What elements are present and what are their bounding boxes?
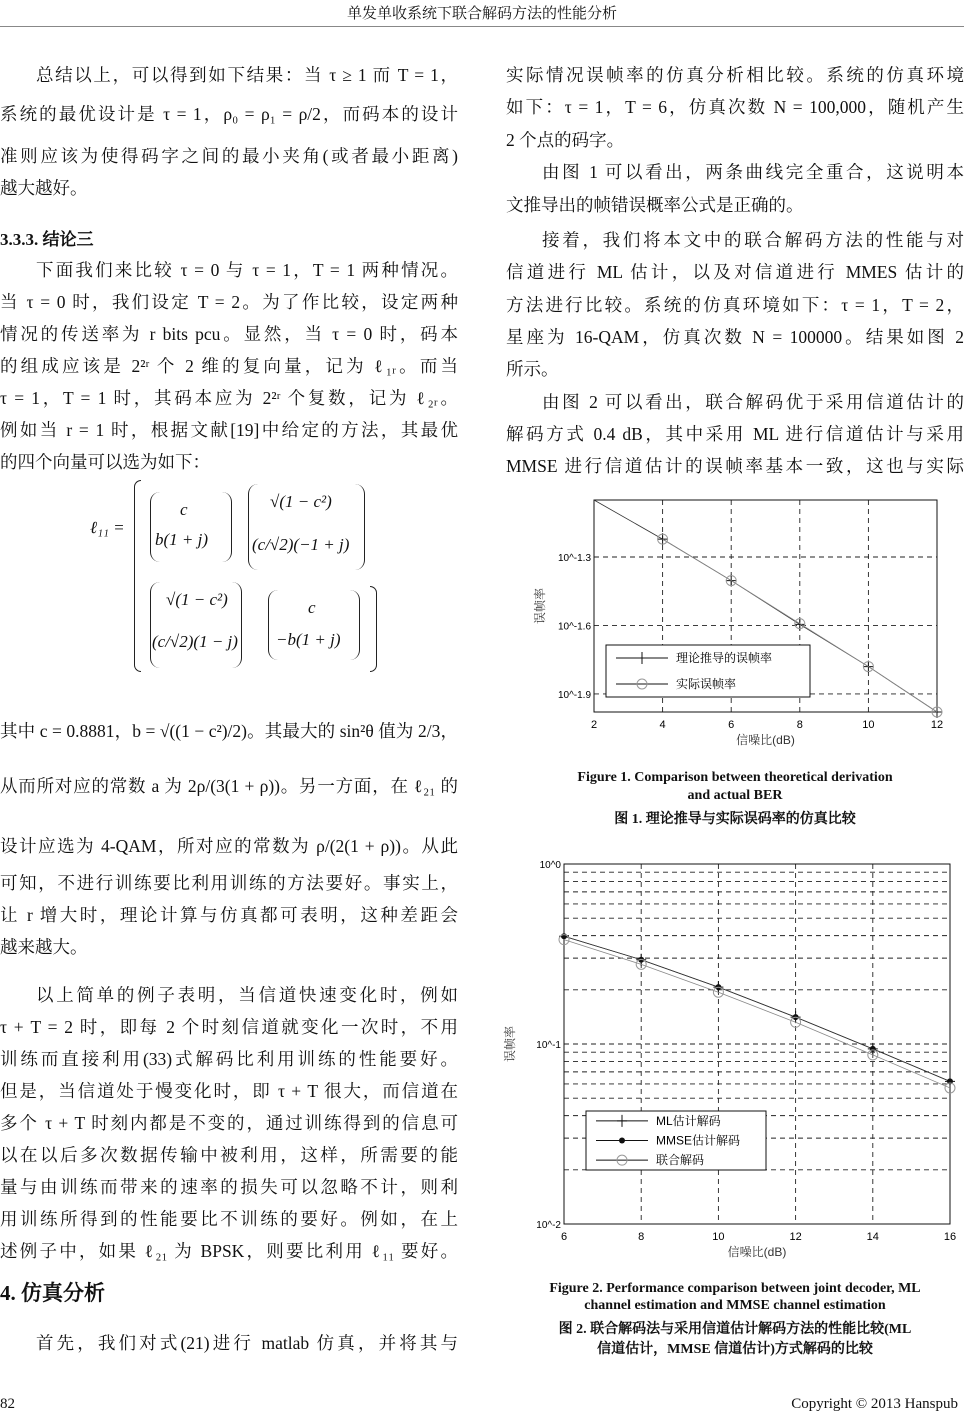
legend-label: 理论推导的误帧率 xyxy=(676,651,773,665)
legend-label: ML估计解码 xyxy=(656,1113,721,1128)
x-tick-label: 14 xyxy=(866,1231,879,1243)
paragraph-line: 所示。 xyxy=(506,359,559,379)
paragraph-line: 文推导出的帧错误概率公式是正确的。 xyxy=(506,195,804,215)
paragraph-line: τ = 1，T = 1 时，其码本应为 2²ʳ 个复数，记为 ℓ₂ᵣ。 xyxy=(0,388,458,408)
x-tick-label: 2 xyxy=(590,719,598,731)
x-axis-label: 信噪比(dB) xyxy=(727,1245,787,1259)
y-tick-label: 10^-2 xyxy=(536,1220,561,1231)
paragraph-line: 信道进行 ML 估计，以及对信道进行 MMES 估计的 xyxy=(506,262,964,282)
paragraph-line: 实际情况误帧率的仿真分析相比较。系统的仿真环境 xyxy=(506,65,964,85)
paragraph-line: τ + T = 2 时，即每 2 个时刻信道就变化一次时，不用 xyxy=(0,1017,458,1037)
x-tick-label: 4 xyxy=(659,719,666,731)
copyright: Copyright © 2013 Hanspub xyxy=(791,1396,958,1412)
x-tick-label: 12 xyxy=(789,1231,802,1243)
x-tick-label: 10 xyxy=(862,719,875,731)
paragraph-line: 可知，不进行训练要比利用训练的方法要好。事实上， xyxy=(0,873,458,893)
paragraph-line: 系统的最优设计是 τ = 1，ρ₀ = ρ₁ = ρ/2，而码本的设计 xyxy=(0,104,458,124)
paragraph-line: 用训练所得到的性能要比不训练的要好。例如，在上 xyxy=(0,1209,458,1229)
paragraph-line: 让 r 增大时，理论计算与仿真都可表明，这种差距会 xyxy=(0,905,458,925)
vector-entry: b(1 + j) xyxy=(155,530,209,549)
dot-marker xyxy=(619,1138,625,1144)
paragraph-line: 接着，我们将本文中的联合解码方法的性能与对 xyxy=(542,230,964,250)
figure-1-caption-en: and actual BER xyxy=(687,788,783,803)
y-tick-label: 10^-1.9 xyxy=(557,689,591,701)
paragraph-line: 由图 2 可以看出，联合解码优于采用信道估计的 xyxy=(542,392,964,412)
paragraph-line: 首先，我们对式(21)进行 matlab 仿真，并将其与 xyxy=(36,1333,458,1353)
paragraph-line: 总结以上，可以得到如下结果：当 τ ≥ 1 而 T = 1， xyxy=(36,65,458,85)
x-tick-label: 8 xyxy=(638,1231,645,1243)
figure-2-chart xyxy=(503,845,960,1265)
paragraph-line: 越来越大。 xyxy=(0,937,88,957)
paragraph-line: 的四个向量可以选为如下： xyxy=(0,452,210,472)
page-number: 82 xyxy=(0,1396,15,1412)
dot-marker xyxy=(870,1046,876,1052)
paragraph-line: 述例子中，如果 ℓ₂₁ 为 BPSK，则要比利用 ℓ₁₁ 要好。 xyxy=(0,1241,458,1261)
figure-1-caption-cn: 图 1. 理论推导与实际误码率的仿真比较 xyxy=(614,812,856,827)
paragraph-line: 如下：τ = 1，T = 6，仿真次数 N = 100,000，随机产生 xyxy=(506,97,964,117)
vector-entry: −b(1 + j) xyxy=(276,630,341,649)
header-rule xyxy=(0,26,964,27)
paragraph-line: 准则应该为使得码字之间的最小夹角(或者最小距离) xyxy=(0,146,458,166)
x-tick-label: 8 xyxy=(796,719,803,731)
paragraph-line: 2 个点的码字。 xyxy=(506,130,625,150)
paragraph-line: 方法进行比较。系统的仿真环境如下：τ = 1，T = 2， xyxy=(506,295,964,315)
x-tick-label: 10 xyxy=(712,1231,725,1243)
paragraph-line: 解码方式 0.4 dB，其中采用 ML 进行信道估计与采用 xyxy=(506,424,964,444)
paragraph-line: 例如当 r = 1 时，根据文献[19]中给定的方法，其最优 xyxy=(0,420,458,440)
figure-1-caption-en: Figure 1. Comparison between theoretical derivation xyxy=(577,770,893,785)
x-axis-label: 信噪比(dB) xyxy=(736,733,795,747)
series-line xyxy=(564,940,950,1088)
figure-2-caption-cn: 信道估计，MMSE 信道估计)方式解码的比较 xyxy=(597,1342,873,1357)
legend-label: 实际误帧率 xyxy=(676,677,737,691)
paragraph-line: 以在以后多次数据传输中被利用，这样，所需要的能 xyxy=(0,1145,458,1165)
paragraph-line: 星座为 16-QAM，仿真次数 N = 100000。结果如图 2 xyxy=(506,327,964,347)
right-brace xyxy=(370,586,377,672)
paragraph-line: 多个 τ + T 时刻内都是不变的，通过训练得到的信息可 xyxy=(0,1113,458,1133)
y-tick-label: 10^0 xyxy=(539,860,561,871)
paragraph-line: 当 τ = 0 时，我们设定 T = 2。为了作比较，设定两种 xyxy=(0,292,458,312)
codebook-equation xyxy=(90,480,390,680)
paragraph-line: MMSE 进行信道估计的误帧率基本一致，这也与实际 xyxy=(506,456,964,476)
dot-marker xyxy=(561,933,567,939)
vector-entry: (c/√2)(1 − j) xyxy=(152,632,238,651)
paragraph-line: 从而所对应的常数 a 为 2ρ/(3(1 + ρ))。另一方面，在 ℓ₂₁ 的 xyxy=(0,776,458,796)
y-tick-label: 10^-1.3 xyxy=(557,552,591,564)
legend-label: 联合解码 xyxy=(656,1153,705,1168)
paragraph-line: 下面我们来比较 τ = 0 与 τ = 1，T = 1 两种情况。 xyxy=(36,260,458,280)
vector-entry: c xyxy=(180,500,188,519)
x-tick-label: 6 xyxy=(728,719,735,731)
paragraph-line: 但是，当信道处于慢变化时，即 τ + T 很大，而信道在 xyxy=(0,1081,458,1101)
x-tick-label: 12 xyxy=(930,719,944,731)
paragraph-line: 训练而直接利用(33)式解码比利用训练的性能要好。 xyxy=(0,1049,458,1069)
x-tick-label: 16 xyxy=(943,1231,957,1243)
y-tick-label: 10^-1.6 xyxy=(557,621,591,633)
paragraph-line: 的组成应该是 2²ʳ 个 2 维的复向量，记为 ℓ₁ᵣ。而当 xyxy=(0,356,458,376)
left-brace xyxy=(134,480,141,672)
y-axis-label: 误帧率 xyxy=(533,587,547,625)
paragraph-line: 情况的传送率为 r bits pcu。显然，当 τ = 0 时，码本 xyxy=(0,324,458,344)
running-header: 单发单收系统下联合解码方法的性能分析 xyxy=(346,6,617,22)
figure-1-chart xyxy=(520,490,960,755)
paragraph-line: 由图 1 可以看出，两条曲线完全重合，这说明本 xyxy=(542,162,964,182)
paragraph-line: 量与由训练而带来的速率的损失可以忽略不计，则利 xyxy=(0,1177,458,1197)
y-tick-label: 10^-1 xyxy=(536,1040,561,1051)
vector-entry: √(1 − c²) xyxy=(270,492,332,511)
vector-entry: √(1 − c²) xyxy=(166,590,228,609)
paragraph-line: 设计应选为 4-QAM，所对应的常数为 ρ/(2(1 + ρ))。从此 xyxy=(0,836,458,856)
equation-lhs: ℓ₁₁ = xyxy=(90,518,125,537)
section-heading: 4. 仿真分析 xyxy=(0,1281,105,1305)
figure-2-caption-en: Figure 2. Performance comparison between joint decoder, ML xyxy=(549,1281,921,1296)
x-tick-label: 6 xyxy=(560,1231,568,1243)
vector-bracket xyxy=(150,492,232,562)
legend-label: MMSE估计解码 xyxy=(656,1133,741,1148)
vector-entry: c xyxy=(308,598,316,617)
vector-entry: (c/√2)(−1 + j) xyxy=(252,535,350,554)
y-axis-label: 误帧率 xyxy=(503,1025,517,1063)
figure-2-caption-en: channel estimation and MMSE channel estimation xyxy=(584,1298,886,1313)
paragraph-line: 其中 c = 0.8881，b = √((1 − c²)/2)。其最大的 sin²θ 值为 2/3， xyxy=(0,721,458,741)
figure-2-caption-cn: 图 2. 联合解码法与采用信道估计解码方法的性能比较(ML xyxy=(558,1322,912,1337)
section-heading: 3.3.3. 结论三 xyxy=(0,230,94,249)
paragraph-line: 以上简单的例子表明，当信道快速变化时，例如 xyxy=(36,985,458,1005)
paragraph-line: 越大越好。 xyxy=(0,178,88,198)
